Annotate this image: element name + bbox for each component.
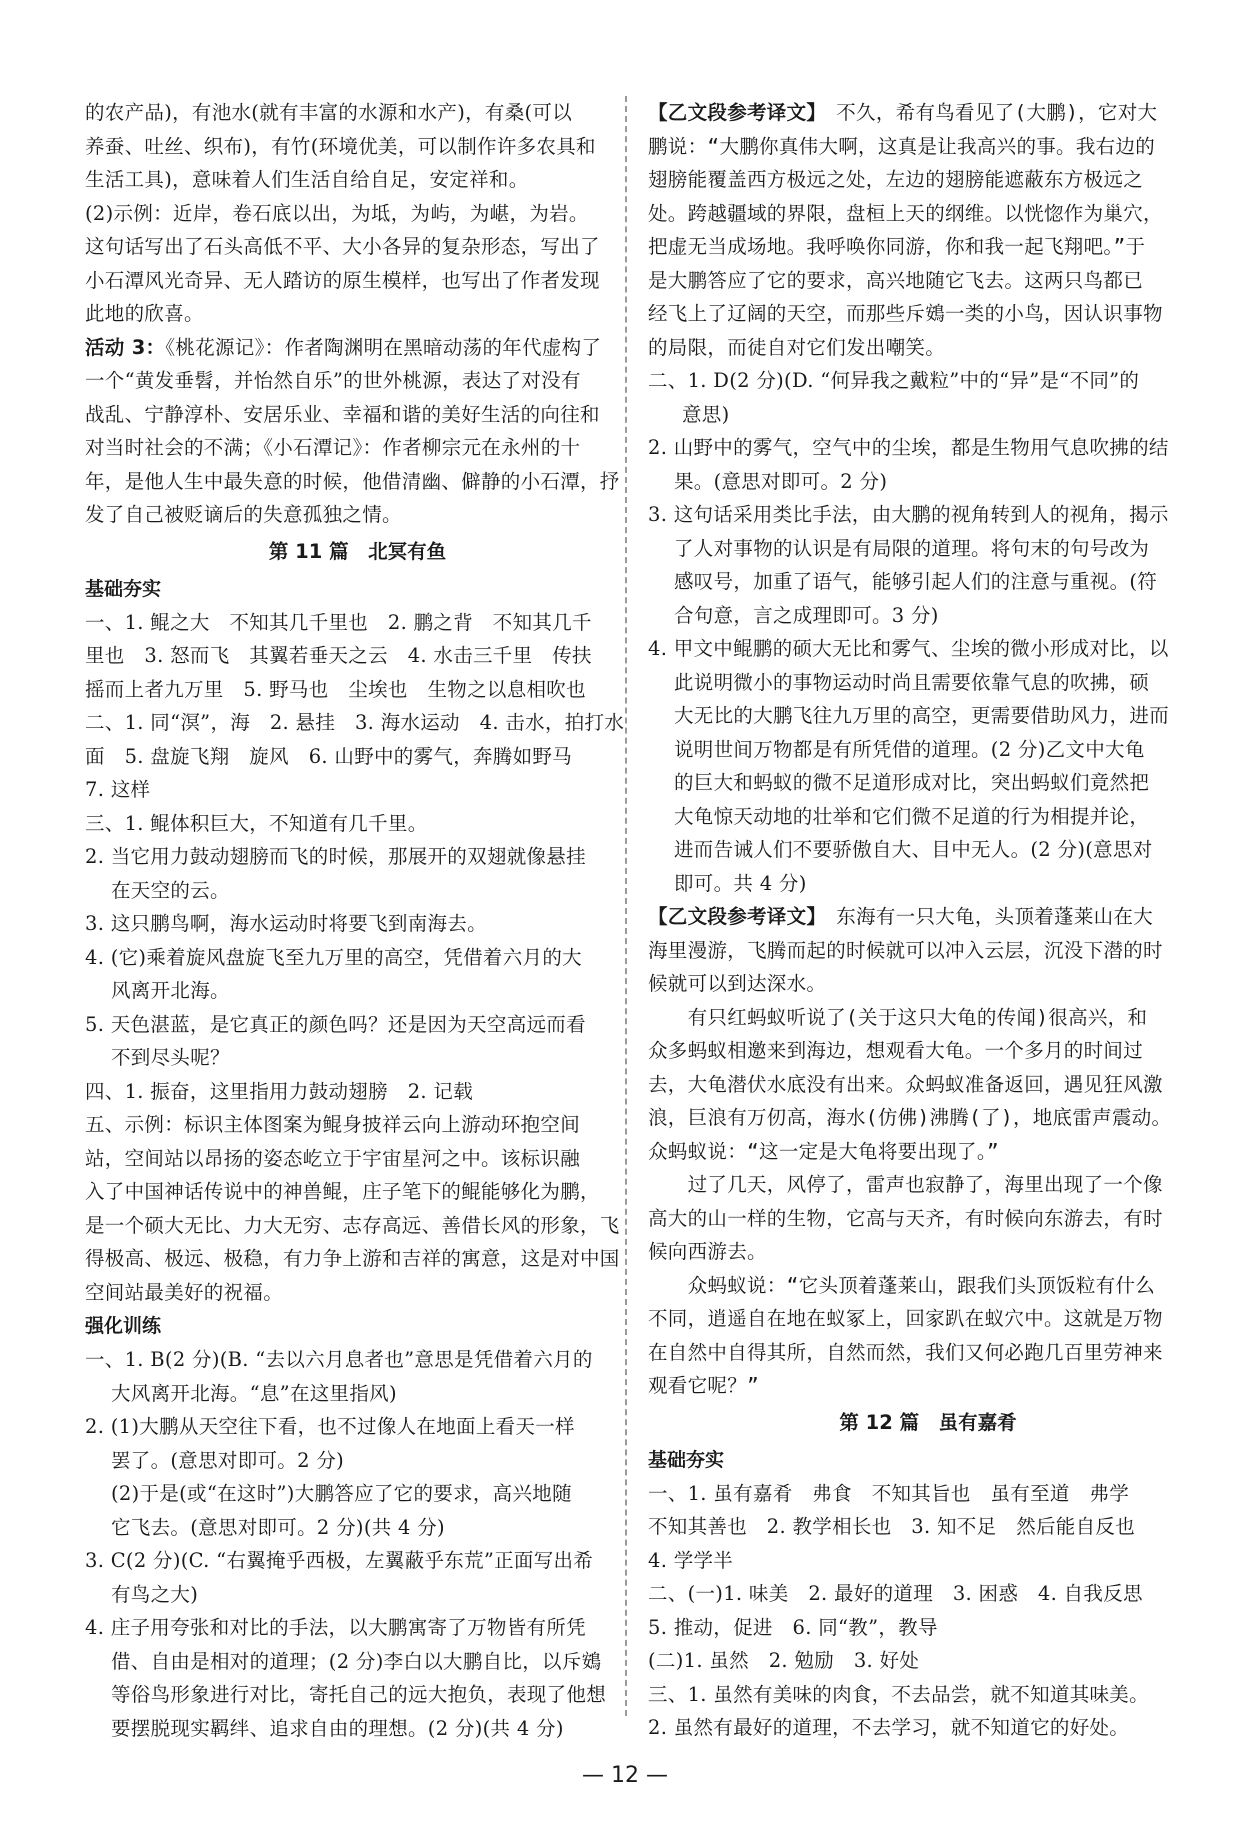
text-line: 3. C(2 分)(C. “右翼掩乎西极，左翼蔽乎东荒”正面写出希 xyxy=(85,1549,594,1572)
text-line: (2)于是(或“在这时”)大鹏答应了它的要求，高兴地随 xyxy=(111,1482,572,1505)
text-line: 3. 这句话采用类比手法，由大鹏的视角转到人的视角，揭示 xyxy=(648,503,1169,526)
text-line: 4. 甲文中鲲鹏的硕大无比和雾气、尘埃的微小形成对比，以 xyxy=(648,637,1169,660)
text-line: 战乱、宁静淳朴、安居乐业、幸福和谐的美好生活的向往和 xyxy=(85,402,600,426)
translation-line: 浪，巨浪有万仞高，海水(仿佛)沸腾(了)，地底雷声震动。 xyxy=(648,1106,1172,1129)
text-line: 即可。共 4 分) xyxy=(674,871,807,895)
translation-line: 不同，逍遥自在地在蚁冢上，回家趴在蚁穴中。这就是万物 xyxy=(648,1307,1163,1330)
column-divider xyxy=(625,96,627,1716)
text-line: 7. 这样 xyxy=(85,778,151,801)
translation-line: 去，大龟潜伏水底没有出来。众蚂蚁准备返回，遇见狂风激 xyxy=(648,1072,1163,1096)
text-line: 4. (它)乘着旋风盘旋飞至九万里的高空，凭借着六月的大 xyxy=(85,945,582,969)
translation-line: 候向西游去。 xyxy=(648,1240,767,1263)
text-line: 在天空的云。 xyxy=(111,878,230,902)
text-line: 是一个硕大无比、力大无穷、志存高远、善借长风的形象，飞 xyxy=(85,1213,620,1237)
translation-line: 鹏说：“大鹏你真伟大啊，这真是让我高兴的事。我右边的 xyxy=(648,134,1156,158)
text-line: 的农产品)，有池水(就有丰富的水源和水产)，有桑(可以 xyxy=(85,101,573,124)
text-line: 一、1. B(2 分)(B. “去以六月息者也”意思是凭借着六月的 xyxy=(85,1348,593,1371)
text-line: 二、(一)1. 味美 2. 最好的道理 3. 困惑 4. 自我反思 xyxy=(648,1582,1143,1605)
text-line: 发了自己被贬谪后的失意孤独之情。 xyxy=(85,503,402,526)
text-line: 这句话写出了石头高低不平、大小各异的复杂形态，写出了 xyxy=(85,235,600,258)
text-line: 4. 学学半 xyxy=(648,1548,734,1572)
translation-line: 众蚂蚁说：“它头顶着蓬莱山，跟我们头顶饭粒有什么 xyxy=(648,1273,1156,1297)
text-line: 二、1. 同“溟”，海 2. 悬挂 3. 海水运动 4. 击水，拍打水 xyxy=(85,711,625,734)
text-line: 入了中国神话传说中的神兽鲲，庄子笔下的鲲能够化为鹏， xyxy=(85,1180,600,1203)
text-line: 3. 这只鹏鸟啊，海水运动时将要飞到南海去。 xyxy=(85,912,487,935)
text-line: 合句意，言之成理即可。3 分) xyxy=(674,603,939,627)
text-line: 此说明微小的事物运动时尚且需要依靠气息的吹拂，硕 xyxy=(674,670,1150,694)
right-column xyxy=(648,96,1208,1745)
text-line: 说明世间万物都是有所凭借的道理。(2 分)乙文中大龟 xyxy=(674,737,1145,761)
text-line: 对当时社会的不满；《小石潭记》：作者柳宗元在永州的十 xyxy=(85,436,581,459)
text-line: 三、1. 鲲体积巨大，不知道有几千里。 xyxy=(85,811,428,835)
translation-line: 把虚无当成场地。我呼唤你同游，你和我一起飞翔吧。”于 xyxy=(648,235,1146,258)
text-line: 摇而上者九万里 5. 野马也 尘埃也 生物之以息相吹也 xyxy=(85,677,586,701)
text-line: 大风离开北海。“息”在这里指风) xyxy=(111,1381,397,1405)
text-line: 了人对事物的认识是有局限的道理。将句末的句号改为 xyxy=(674,536,1150,560)
activity3-label: 活动 3： xyxy=(85,335,166,359)
text-line: 罢了。(意思对即可。2 分) xyxy=(111,1448,345,1472)
activity3-text: 《桃花源记》：作者陶渊明在黑暗动荡的年代虚构了 xyxy=(165,335,602,359)
text-line: 此地的欣喜。 xyxy=(85,302,204,325)
translation-line: 翅膀能覆盖西方极远之处，左边的翅膀能遮蔽东方极远之 xyxy=(648,168,1144,191)
text-line: 感叹号，加重了语气，能够引起人们的注意与重视。(符 xyxy=(674,570,1158,593)
text-line: 4. 庄子用夸张和对比的手法，以大鹏寓寄了万物皆有所凭 xyxy=(85,1616,586,1639)
text-line: 5. 天色湛蓝，是它真正的颜色吗？还是因为天空高远而看 xyxy=(85,1012,586,1036)
text-line: 不到尽头呢？ xyxy=(111,1046,230,1069)
text-line: 果。(意思对即可。2 分) xyxy=(674,469,888,493)
subheading-jichu: 基础夯实 xyxy=(85,577,162,600)
text-line: 一、1. 鲲之大 不知其几千里也 2. 鹏之背 不知其几千 xyxy=(85,610,592,634)
text-line: 意思) xyxy=(682,402,730,426)
section-title-12: 第 12 篇 虽有嘉肴 xyxy=(839,1410,1017,1434)
text-line: 2. (1)大鹏从天空往下看，也不过像人在地面上看天一样 xyxy=(85,1415,575,1438)
text-line: (二)1. 虽然 2. 勉励 3. 好处 xyxy=(648,1649,920,1672)
translation-line: 有只红蚂蚁听说了(关于这只大龟的传闻)很高兴，和 xyxy=(648,1005,1148,1029)
translation-text: 东海有一只大龟，头顶着蓬莱山在大 xyxy=(816,905,1154,928)
translation-line: 众蚂蚁说：“这一定是大龟将要出现了。” xyxy=(648,1139,999,1163)
text-line: 得极高、极远、极稳，有力争上游和吉祥的寓意，这是对中国 xyxy=(85,1247,620,1270)
translation-line: 是大鹏答应了它的要求，高兴地随它飞去。这两只鸟都已 xyxy=(648,268,1144,292)
page-number: — 12 — xyxy=(582,1763,668,1788)
text-line: 不知其善也 2. 教学相长也 3. 知不足 然后能自反也 xyxy=(648,1515,1136,1538)
translation-line: 海里漫游，飞腾而起的时候就可以冲入云层，沉没下潜的时 xyxy=(648,938,1163,962)
text-line: 二、1. D(2 分)(D. “何异我之戴粒”中的“异”是“不同”的 xyxy=(648,369,1140,392)
activity3-line xyxy=(85,331,630,365)
text-line: 三、1. 虽然有美味的肉食，不去品尝，就不知道其味美。 xyxy=(648,1682,1149,1706)
text-line: 2. 山野中的雾气，空气中的尘埃，都是生物用气息吹拂的结 xyxy=(648,436,1169,459)
text-line: 面 5. 盘旋飞翔 旋风 6. 山野中的雾气，奔腾如野马 xyxy=(85,744,573,768)
translation-line: 观看它呢？” xyxy=(648,1374,760,1397)
text-line: 进而告诫人们不要骄傲自大、目中无人。(2 分)(意思对 xyxy=(674,838,1153,861)
text-line: 的巨大和蚂蚁的微不足道形成对比，突出蚂蚁们竟然把 xyxy=(674,771,1150,794)
left-column xyxy=(85,96,630,1745)
text-line: 养蚕、吐丝、织布)，有竹(环境优美，可以制作许多农具和 xyxy=(85,134,596,158)
translation-line: 高大的山一样的生物，它高与天齐，有时候向东游去，有时 xyxy=(648,1206,1163,1230)
translation-line: 众多蚂蚁相邀来到海边，想观看大龟。一个多月的时间过 xyxy=(648,1039,1144,1062)
section-title-11: 第 11 篇 北冥有鱼 xyxy=(268,539,447,563)
text-line: 五、示例：标识主体图案为鲲身披祥云向上游动环抱空间 xyxy=(85,1113,581,1136)
translation-line: 经飞上了辽阔的天空，而那些斥鴳一类的小鸟，因认识事物 xyxy=(648,302,1163,325)
translation-line: 过了几天，风停了，雷声也寂静了，海里出现了一个像 xyxy=(648,1173,1163,1196)
text-line: 大无比的大鹏飞往九万里的高空，更需要借助风力，进而 xyxy=(674,704,1170,727)
text-line: 站，空间站以昂扬的姿态屹立于宇宙星河之中。该标识融 xyxy=(85,1146,581,1170)
text-line: 一个“黄发垂髫，并怡然自乐”的世外桃源，表达了对没有 xyxy=(85,369,581,392)
text-line: 等俗鸟形象进行对比，寄托自己的远大抱负，表现了他想 xyxy=(111,1683,607,1706)
text-line: 生活工具)，意味着人们生活自给自足，安定祥和。 xyxy=(85,168,529,191)
text-line: (2)示例：近岸，卷石底以出，为坻，为屿，为嵁，为岩。 xyxy=(85,201,589,225)
translation-line: 的局限，而徒自对它们发出嘲笑。 xyxy=(648,335,946,359)
text-line: 要摆脱现实羁绊、追求自由的理想。(2 分)(共 4 分) xyxy=(111,1716,564,1740)
translation-text: 不久，希有鸟看见了(大鹏)，它对大 xyxy=(816,101,1158,124)
text-line: 2. 虽然有最好的道理，不去学习，就不知道它的好处。 xyxy=(648,1716,1130,1739)
subheading-qianghua: 强化训练 xyxy=(85,1315,162,1337)
text-line: 借、自由是相对的道理；(2 分)李白以大鹏自比，以斥鴳 xyxy=(111,1649,602,1673)
translation-line: 候就可以到达深水。 xyxy=(648,972,827,995)
text-line: 四、1. 振奋，这里指用力鼓动翅膀 2. 记载 xyxy=(85,1079,474,1103)
translation-line: 在自然中自得其所，自然而然，我们又何必跑几百里劳神来 xyxy=(648,1340,1163,1364)
text-line: 一、1. 虽有嘉肴 弗食 不知其旨也 虽有至道 弗学 xyxy=(648,1481,1130,1505)
translation-line xyxy=(648,900,1208,934)
text-line: 大龟惊天动地的壮举和它们微不足道的行为相提并论， xyxy=(674,804,1150,828)
text-line: 它飞去。(意思对即可。2 分)(共 4 分) xyxy=(111,1515,445,1539)
text-line: 空间站最美好的祝福。 xyxy=(85,1280,284,1304)
translation-label: 【乙文段参考译文】 xyxy=(648,101,817,124)
text-line: 5. 推动，促进 6. 同“教”，教导 xyxy=(648,1615,938,1639)
translation-line xyxy=(648,96,1208,130)
text-line: 风离开北海。 xyxy=(111,979,230,1002)
translation-line: 处。跨越疆域的界限，盘桓上天的纲维。以恍惚作为巢穴， xyxy=(648,201,1163,225)
text-line: 2. 当它用力鼓动翅膀而飞的时候，那展开的双翅就像悬挂 xyxy=(85,845,586,868)
text-line: 里也 3. 怒而飞 其翼若垂天之云 4. 水击三千里 传扶 xyxy=(85,644,592,667)
translation-label: 【乙文段参考译文】 xyxy=(648,905,817,928)
text-line: 小石潭风光奇异、无人踏访的原生模样，也写出了作者发现 xyxy=(85,268,600,292)
text-line: 年，是他人生中最失意的时候，他借清幽、僻静的小石潭，抒 xyxy=(85,469,620,493)
text-line: 有鸟之大) xyxy=(111,1582,199,1606)
subheading-jichu: 基础夯实 xyxy=(648,1448,725,1471)
